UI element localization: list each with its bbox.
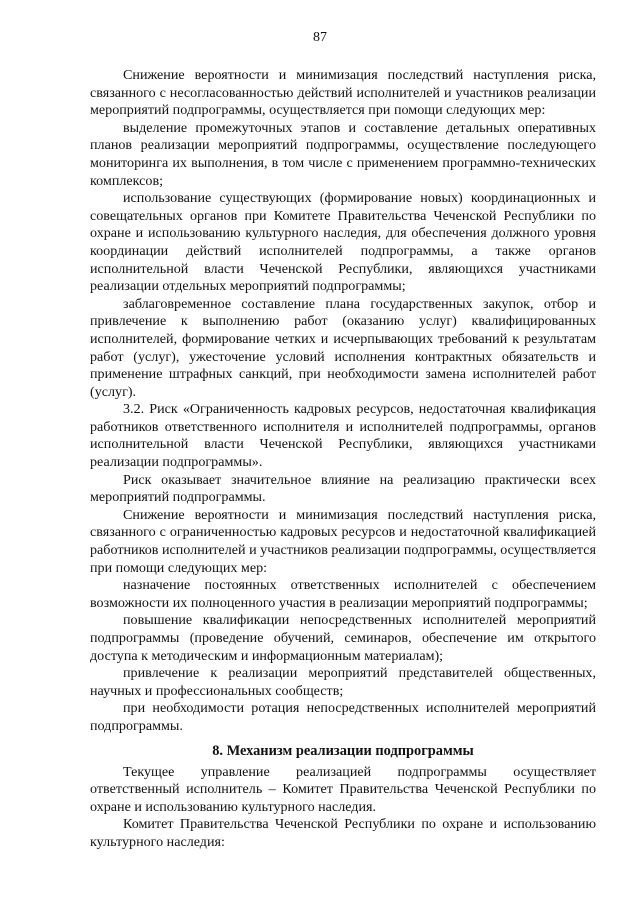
page-number: 87	[313, 30, 327, 45]
paragraph-measure-procurement-plan: заблаговременное составление плана государственных закупок, отбор и привлечение к выполнению работ (оказанию услуг) квалифицированных исполнителей, формирование четких и исчерпывающих требований к результатам работ (услуг), ужесточение условий исполнения контрактных обязательств и применение штрафных санкций, при необходимости замена исполнителей работ (услуг).	[90, 295, 596, 400]
paragraph-measure-permanent-executors: назначение постоянных ответственных исполнителей с обеспечением возможности их полноценного участия в реализации мероприятий подпрограммы;	[90, 577, 596, 611]
paragraph-risk-3-2: 3.2. Риск «Ограниченность кадровых ресурсов, недостаточная квалификация работников ответственного исполнителя и исполнителей подпрограммы, органов исполнительной власти Чеченской Республики, являющихся участниками реализации подпрограммы».	[90, 401, 596, 471]
paragraph-measure-interim-stages: выделение промежуточных этапов и составление детальных оперативных планов реализации мероприятий подпрограммы, осуществление последующего мониторинга их выполнения, в том числе с применением программно-технических комплексов;	[90, 119, 596, 189]
paragraph-measure-qualification: повышение квалификации непосредственных исполнителей мероприятий подпрограммы (проведение обучений, семинаров, обеспечение им открытого доступа к методическим и информационным материалам);	[90, 612, 596, 664]
paragraph-measure-coordination-bodies: использование существующих (формирование новых) координационных и совещательных органов при Комитете Правительства Чеченской Республики по охране и использованию культурного наследия, для обеспечения должного уровня координации действий исполнителей подпрограммы, а также органов исполнительной власти Чеченской Республики, являющихся участниками реализации отдельных мероприятий подпрограммы;	[90, 190, 596, 295]
paragraph-current-management: Текущее управление реализацией подпрограммы осуществляет ответственный исполнитель – Комитет Правительства Чеченской Республики по охране и использованию культурного наследия.	[90, 763, 596, 815]
paragraph-risk-mitigation-intro: Снижение вероятности и минимизация последствий наступления риска, связанного с несогласованностью действий исполнителей и участников реализации мероприятий подпрограммы, осуществляется при помощи следующих мер:	[90, 67, 596, 119]
section-heading: 8. Механизм реализации подпрограммы	[212, 742, 474, 759]
paragraph-staff-risk-mitigation-intro: Снижение вероятности и минимизация последствий наступления риска, связанного с ограниченностью кадровых ресурсов и недостаточной квалификацией работников исполнителей и участников реализации подпрограммы, осуществляется при помощи следующих мер:	[90, 506, 596, 576]
paragraph-measure-communities: привлечение к реализации мероприятий представителей общественных, научных и профессиональных сообществ;	[90, 665, 596, 699]
document-body	[90, 67, 596, 852]
paragraph-risk-impact: Риск оказывает значительное влияние на реализацию практически всех мероприятий подпрограммы.	[90, 471, 596, 506]
paragraph-committee-intro: Комитет Правительства Чеченской Республики по охране и использованию культурного наследия:	[90, 816, 596, 850]
paragraph-measure-rotation: при необходимости ротация непосредственных исполнителей мероприятий подпрограммы.	[90, 700, 596, 734]
